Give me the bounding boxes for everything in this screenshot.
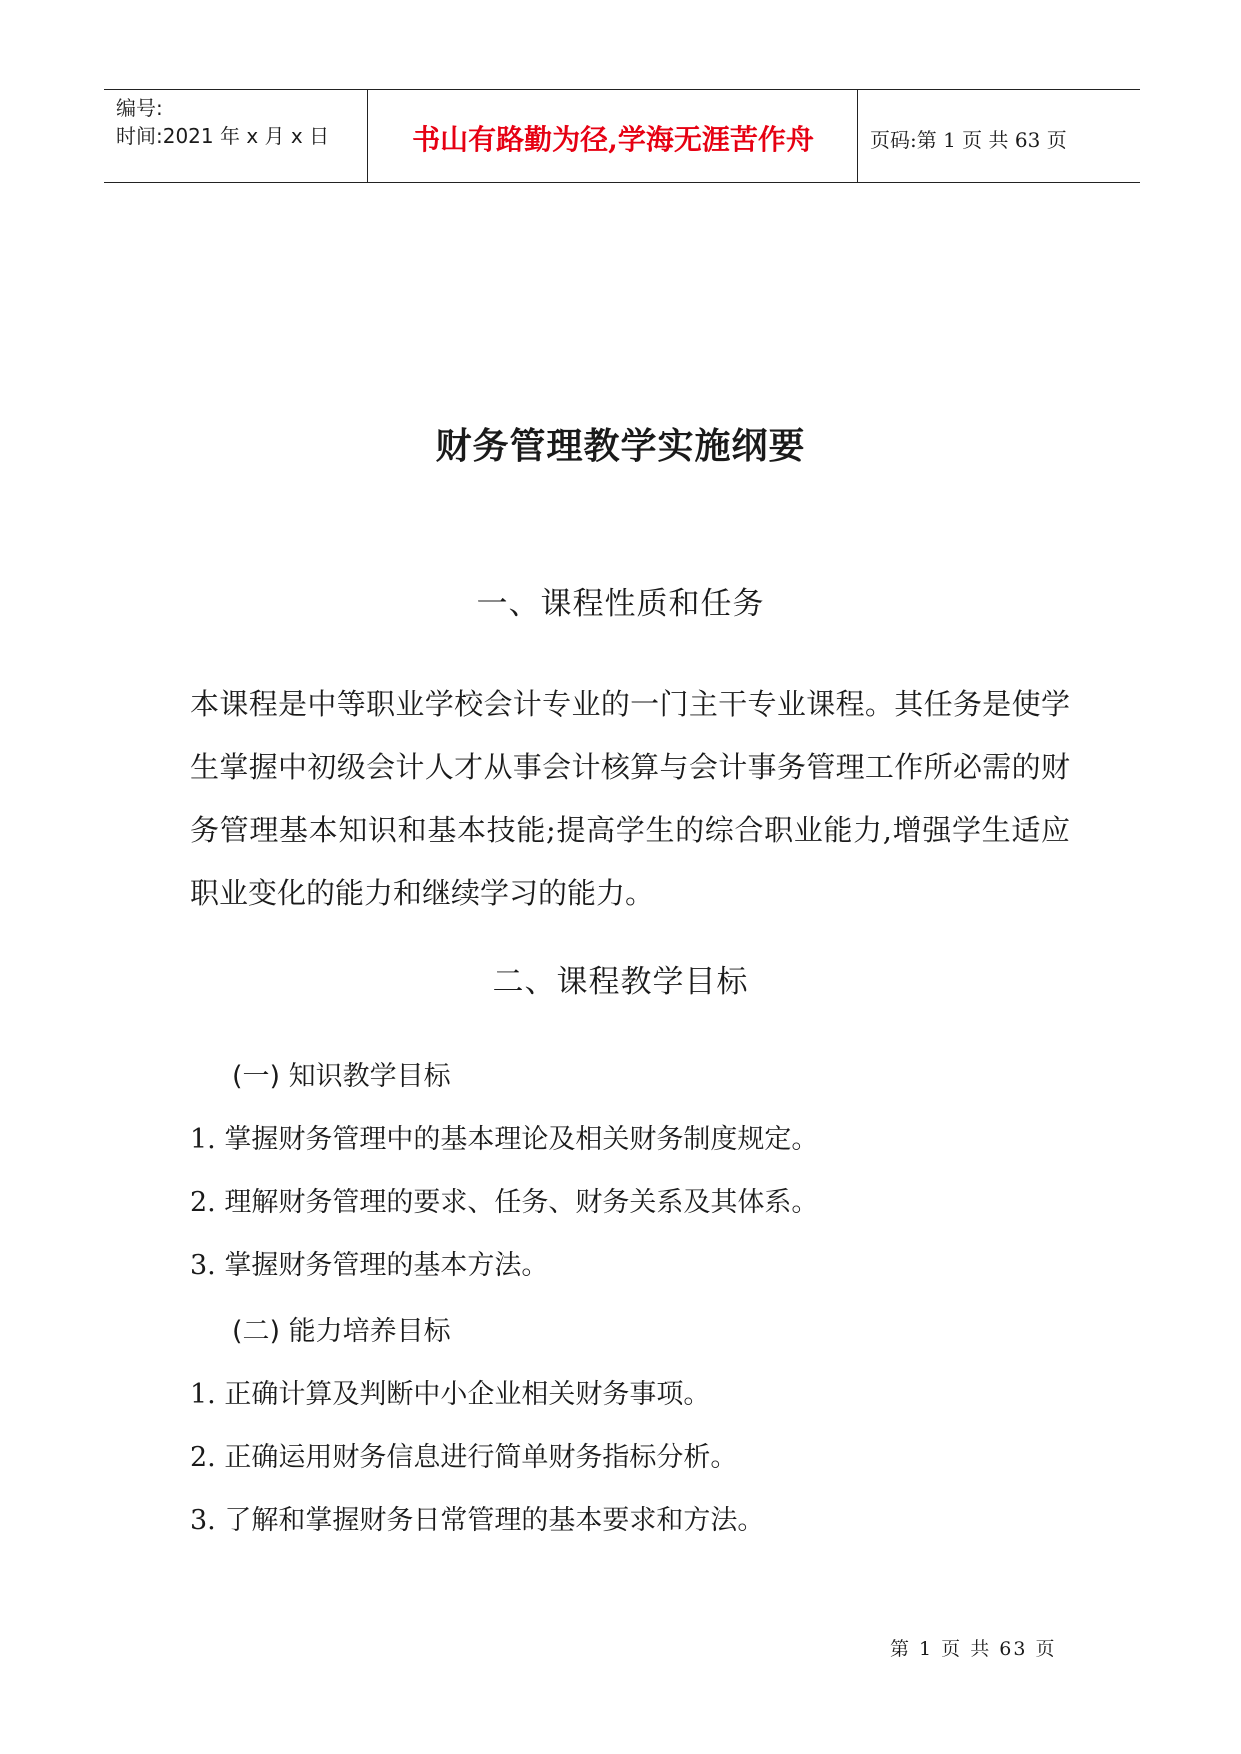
number-label: 编号: bbox=[116, 96, 163, 120]
subheading-knowledge-goals: (一) 知识教学目标 bbox=[232, 1061, 451, 1092]
page-footer: 第 1 页 共 63 页 bbox=[890, 1638, 1057, 1660]
list-item: 1. 掌握财务管理中的基本理论及相关财务制度规定。 bbox=[190, 1124, 819, 1155]
list-item: 2. 理解财务管理的要求、任务、财务关系及其体系。 bbox=[190, 1187, 819, 1218]
subheading-ability-goals: (二) 能力培养目标 bbox=[232, 1316, 451, 1347]
list-item: 1. 正确计算及判断中小企业相关财务事项。 bbox=[190, 1379, 711, 1410]
header-meta bbox=[116, 94, 329, 150]
section-heading-nature: 一、课程性质和任务 bbox=[476, 586, 765, 622]
header-divider bbox=[367, 90, 368, 182]
header-divider bbox=[857, 90, 858, 182]
list-item: 2. 正确运用财务信息进行简单财务指标分析。 bbox=[190, 1442, 738, 1473]
page-header bbox=[104, 89, 1140, 183]
document-title: 财务管理教学实施纲要 bbox=[435, 425, 806, 467]
time-label: 时间:2021 年 x 月 x 日 bbox=[116, 124, 330, 148]
header-motto: 书山有路勤为径,学海无涯苦作舟 bbox=[412, 123, 814, 156]
list-item: 3. 掌握财务管理的基本方法。 bbox=[190, 1250, 549, 1281]
header-page-info: 页码:第 1 页 共 63 页 bbox=[870, 128, 1067, 152]
section-paragraph: 本课程是中等职业学校会计专业的一门主干专业课程。其任务是使学生掌握中初级会计人才从事会计核算与会计事务管理工作所必需的财务管理基本知识和基本技能;提高学生的综合职业能力,增强学生适应职业变化的能力和继续学习的能力。 bbox=[190, 687, 1070, 910]
section-heading-goals: 二、课程教学目标 bbox=[492, 964, 749, 1000]
list-item: 3. 了解和掌握财务日常管理的基本要求和方法。 bbox=[190, 1505, 765, 1536]
